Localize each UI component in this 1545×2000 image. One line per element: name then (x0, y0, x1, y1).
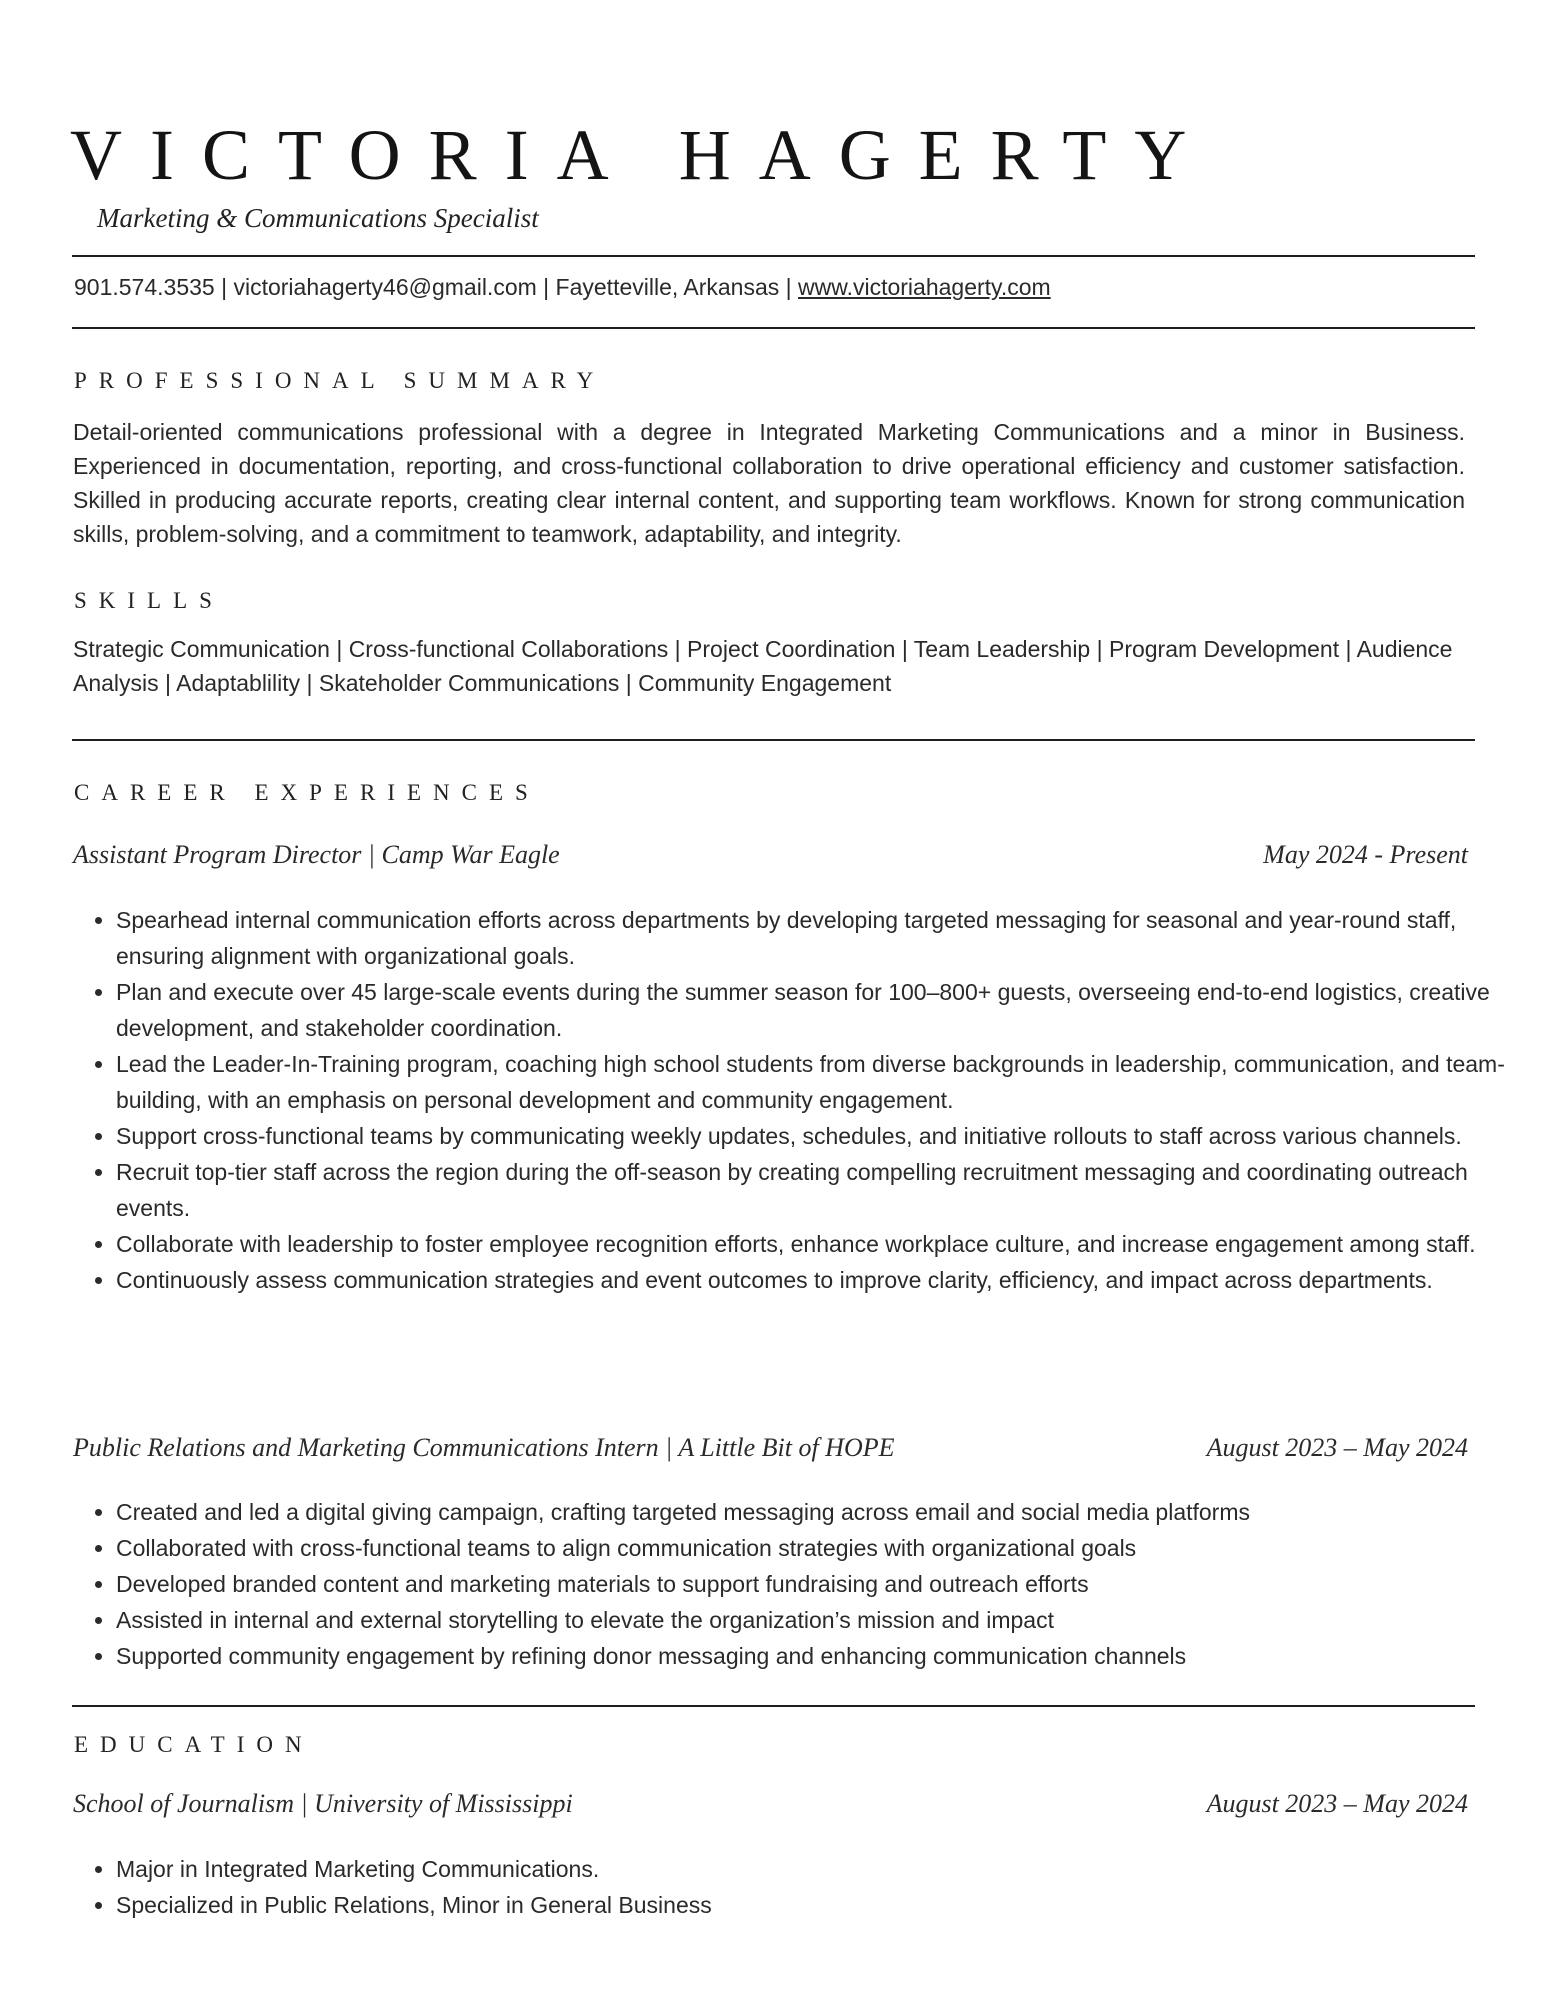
job-header (73, 840, 1468, 870)
list-item: • Developed branded content and marketing materials to support fundraising and outreach efforts (116, 1566, 1516, 1602)
list-item: • Spearhead internal communication efforts across departments by developing targeted messaging for seasonal and year-round staff, ensuring alignment with organizational goals. (116, 902, 1516, 974)
list-item: • Assisted in internal and external storytelling to elevate the organization’s mission and impact (116, 1602, 1516, 1638)
contact-location: Fayetteville, Arkansas (555, 274, 780, 300)
contact-separator: | (536, 274, 556, 300)
job-dates: May 2024 - Present (1263, 840, 1468, 869)
list-item: • Plan and execute over 45 large-scale events during the summer season for 100–800+ guests, overseeing end-to-end logistics, creative development, and stakeholder coordination. (116, 974, 1516, 1046)
divider (72, 739, 1475, 741)
job-role: Public Relations and Marketing Communications Intern | A Little Bit of HOPE (73, 1433, 895, 1462)
contact-separator: | (779, 274, 799, 300)
summary-text: Detail-oriented communications professional with a degree in Integrated Marketing Communications and a minor in Business. Experienced in documentation, reporting, and cross-functional collaboration to drive operational efficiency and customer satisfaction. Skilled in producing accurate reports, creating clear internal content, and supporting team workflows. Known for strong communication skills, problem-solving, and a commitment to teamwork, adaptability, and integrity. (73, 419, 1465, 547)
skills-heading: SKILLS (74, 588, 224, 613)
divider (72, 255, 1475, 257)
list-item: • Collaborated with cross-functional teams to align communication strategies with organizational goals (116, 1530, 1516, 1566)
experience-heading: CAREER EXPERIENCES (74, 780, 540, 805)
list-item: • Major in Integrated Marketing Communications. (116, 1851, 1516, 1887)
education-dates: August 2023 – May 2024 (1206, 1789, 1468, 1818)
contact-email[interactable]: victoriahagerty46@gmail.com (233, 274, 537, 300)
education-heading: EDUCATION (74, 1732, 314, 1757)
candidate-title: Marketing & Communications Specialist (97, 203, 539, 233)
contact-line (74, 274, 1051, 301)
summary-heading: PROFESSIONAL SUMMARY (74, 368, 606, 393)
list-item: • Created and led a digital giving campaign, crafting targeted messaging across email and social media platforms (116, 1494, 1516, 1530)
education-header (73, 1789, 1468, 1819)
list-item: • Support cross-functional teams by communicating weekly updates, schedules, and initiative rollouts to staff across various channels. (116, 1118, 1516, 1154)
list-item: • Supported community engagement by refining donor messaging and enhancing communication channels (116, 1638, 1516, 1674)
job-bullets (73, 1494, 1516, 1674)
list-item: • Recruit top-tier staff across the region during the off-season by creating compelling recruitment messaging and coordinating outreach events. (116, 1154, 1516, 1226)
education-bullets (73, 1851, 1516, 1923)
job-header (73, 1433, 1468, 1463)
list-item: • Lead the Leader-In-Training program, coaching high school students from diverse backgrounds in leadership, communication, and team-building, with an emphasis on personal development and community engagement. (116, 1046, 1516, 1118)
candidate-name: VICTORIA HAGERTY (70, 115, 1215, 195)
divider (72, 327, 1475, 329)
job-bullets (73, 902, 1516, 1298)
website-link[interactable]: www.victoriahagerty.com (798, 274, 1051, 300)
school-name: School of Journalism | University of Mississippi (73, 1789, 573, 1818)
contact-separator: | (214, 274, 234, 300)
list-item: • Specialized in Public Relations, Minor in General Business (116, 1887, 1516, 1923)
divider (72, 1705, 1475, 1707)
list-item: • Continuously assess communication strategies and event outcomes to improve clarity, efficiency, and impact across departments. (116, 1262, 1516, 1298)
list-item: • Collaborate with leadership to foster employee recognition efforts, enhance workplace culture, and increase engagement among staff. (116, 1226, 1516, 1262)
job-dates: August 2023 – May 2024 (1206, 1433, 1468, 1462)
skills-text: Strategic Communication | Cross-functional Collaborations | Project Coordination | Team Leadership | Program Development | Audience Analysis | Adaptablility | Skateholder Communications | Community Engagement (73, 636, 1453, 696)
job-role: Assistant Program Director | Camp War Eagle (73, 840, 560, 869)
contact-phone: 901.574.3535 (74, 274, 215, 300)
